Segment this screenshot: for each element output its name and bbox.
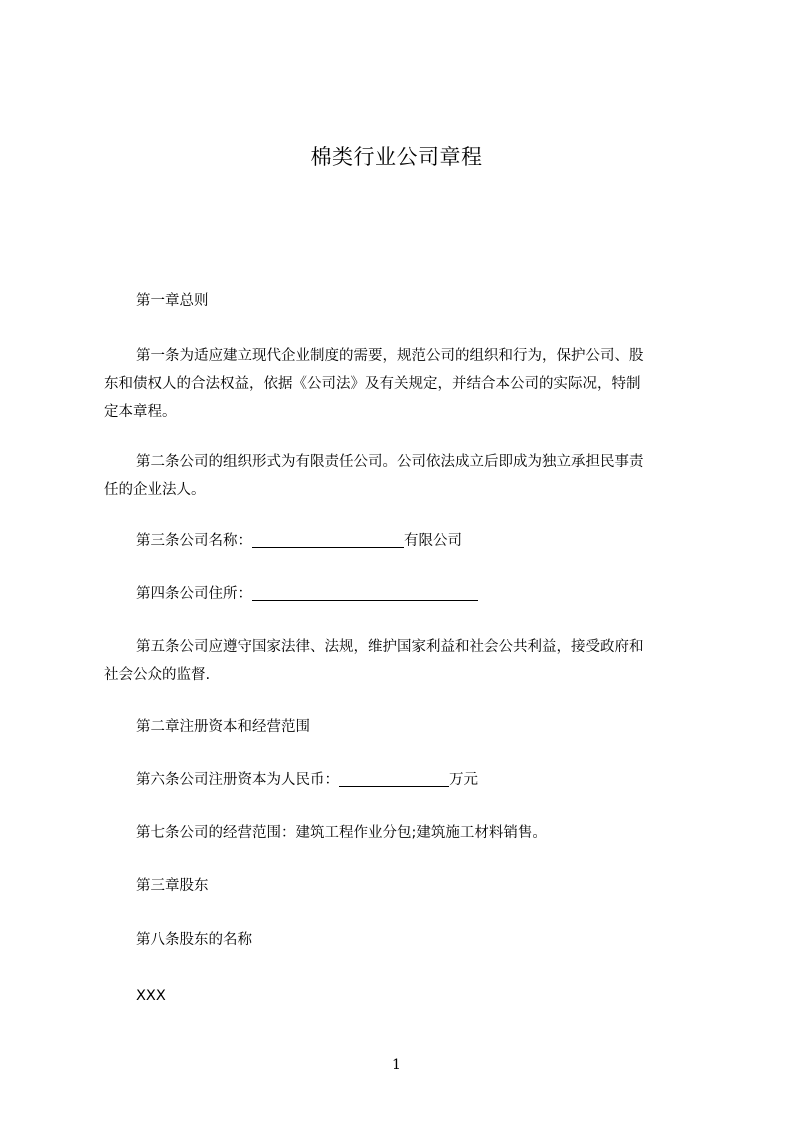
- article-3: [104, 527, 733, 555]
- article-4-label: 第四条公司住所：: [136, 586, 252, 602]
- article-1-line-3: 定本章程。: [104, 404, 177, 420]
- article-3-label: 第三条公司名称：: [136, 533, 252, 549]
- company-name-blank: [252, 532, 404, 548]
- page-number: 1: [392, 1057, 401, 1073]
- shareholder-name: XXX: [136, 988, 166, 1004]
- article-1-line-1: 第一条为适应建立现代企业制度的需要，规范公司的组织和行为，保护公司、股: [136, 348, 644, 364]
- article-5: [104, 633, 701, 689]
- article-2-line-2: 任的企业法人。: [104, 482, 206, 498]
- article-8: 第八条股东的名称: [136, 932, 252, 948]
- article-2: [104, 448, 701, 504]
- article-5-line-2: 社会公众的监督.: [104, 667, 211, 683]
- article-6: [104, 766, 733, 794]
- document-title: 棉类行业公司章程: [310, 145, 483, 169]
- article-6-suffix: 万元: [449, 772, 478, 788]
- article-7: 第七条公司的经营范围：建筑工程作业分包;建筑施工材料销售。: [136, 825, 547, 841]
- company-address-blank: [252, 585, 478, 601]
- article-4: [104, 580, 733, 608]
- chapter-2-heading: 第二章注册资本和经营范围: [136, 719, 310, 735]
- article-1-line-2: 东和债权人的合法权益，依据《公司法》及有关规定，并结合本公司的实际况，特制: [104, 376, 641, 392]
- chapter-1-heading: 第一章总则: [136, 293, 209, 309]
- article-1: [104, 342, 701, 426]
- chapter-3-heading: 第三章股东: [136, 878, 209, 894]
- article-2-line-1: 第二条公司的组织形式为有限责任公司。公司依法成立后即成为独立承担民事责: [136, 454, 644, 470]
- article-6-label: 第六条公司注册资本为人民币：: [136, 772, 339, 788]
- article-3-suffix: 有限公司: [404, 533, 462, 549]
- registered-capital-blank: [339, 771, 449, 787]
- article-5-line-1: 第五条公司应遵守国家法律、法规，维护国家利益和社会公共利益，接受政府和: [136, 639, 644, 655]
